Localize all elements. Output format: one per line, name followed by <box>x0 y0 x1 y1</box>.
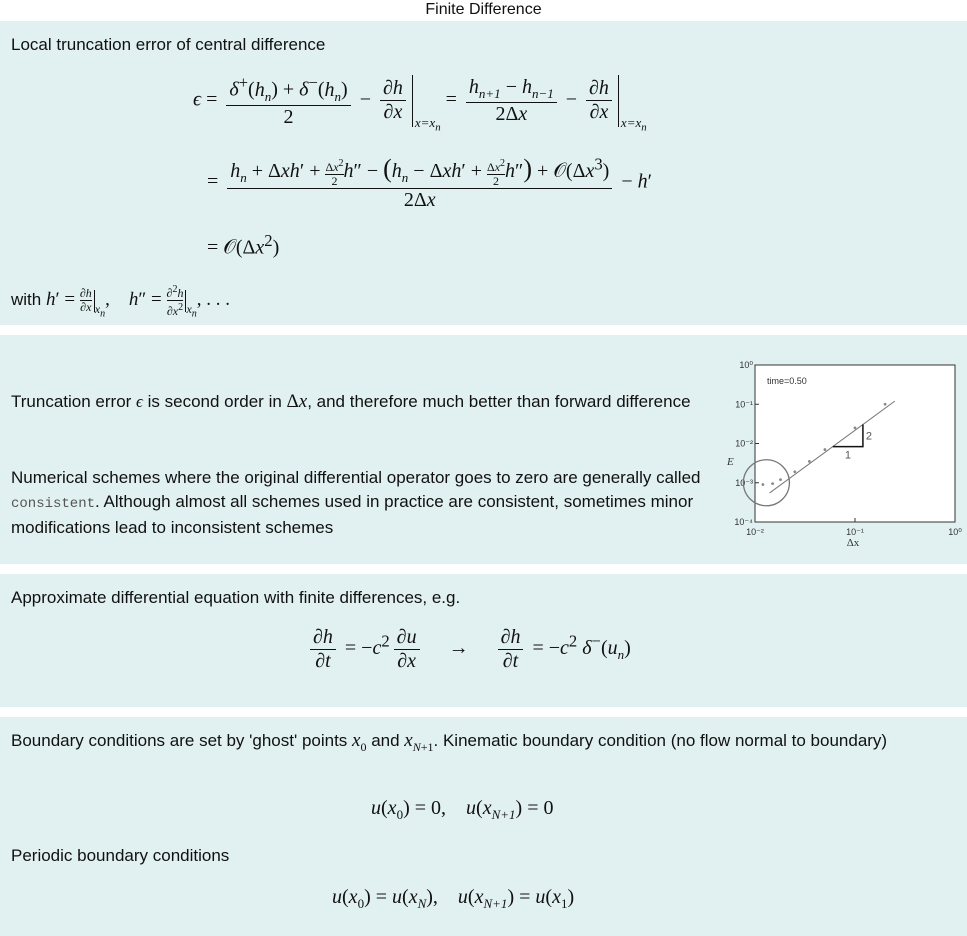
data-point <box>771 482 774 485</box>
p1-text-b: is second order in <box>142 392 287 411</box>
equation-order-result: = $𝒪(\Delta x^2)$ <box>207 231 280 259</box>
legend-text: time=0.50 <box>767 376 807 386</box>
slope-label-1: 1 <box>844 449 851 462</box>
y-tick-label: 10⁻² <box>735 438 753 449</box>
consistency-box <box>0 335 967 564</box>
y-tick-label: 10⁻⁴ <box>734 517 753 527</box>
x0-symbol: $x_0$ <box>352 730 367 754</box>
x-tick-label: 10⁻¹ <box>846 527 864 537</box>
y-tick-label: 10⁻¹ <box>735 399 753 410</box>
equation-kinematic-bc: $u(x_0) = 0$, $u(x_{N+1}) = 0$ <box>371 797 554 822</box>
equation-taylor-expansion: = $h_n + \Delta xh'$ + $\frac{\Delta x^2}{2}$ $h'' - (h_n - \Delta xh'$ + $\frac{\Delta x^2}{2}$ $h'') + 𝒪(\Delta x^3)$ 2Δx − h′ <box>207 154 652 211</box>
epsilon-symbol: ϵ <box>136 392 143 411</box>
box2-paragraph-1 <box>11 390 701 414</box>
bc-text-c: . Kinematic boundary condition (no flow normal to boundary) <box>433 731 888 750</box>
box4-paragraph-2: Periodic boundary conditions <box>11 846 230 865</box>
y-axis-label: E <box>727 456 734 468</box>
box1-heading: Local truncation error of central difference <box>11 35 326 54</box>
approximation-box <box>0 574 967 707</box>
data-point <box>793 470 796 473</box>
boundary-conditions-box <box>0 717 967 936</box>
p2-text-b: . Although almost all schemes used in practice are consistent, sometimes minor modifications lead to inconsistent schemes <box>11 492 694 537</box>
truncation-error-box <box>0 21 967 325</box>
bc-text-a: Boundary conditions are set by 'ghost' points <box>11 731 353 750</box>
box2-paragraph-2 <box>11 466 723 540</box>
delta-x-symbol: Δx <box>286 391 308 412</box>
p2-text-a: Numerical schemes where the original differential operator goes to zero are generally called <box>11 468 701 487</box>
p1-text-c: , and therefore much better than forward difference <box>307 392 691 411</box>
page-title: Finite Difference <box>425 1 542 18</box>
equation-epsilon-definition: ϵ = $\frac{\delta^+(h_n) + \delta^-(h_n)}{2}$ − $\frac{\partial h}{\partial x}$ $_{x=x_n}$ = $\frac{h_{n+1} - h_{n-1}}{2\Delta x}$ − $\frac{\partial h}{\partial x}$ $_{x=x_n}$ <box>193 73 647 135</box>
p1-text-a: Truncation error <box>11 392 137 411</box>
x-tick-label: 10⁰ <box>948 527 962 537</box>
y-tick-label: 10⁻³ <box>735 477 753 488</box>
bc-text-b: and <box>366 731 405 750</box>
data-point <box>854 426 857 429</box>
x-tick-label: 10⁻² <box>746 527 764 537</box>
xN1-symbol: $x_{N+1}$ <box>404 730 434 754</box>
data-point <box>823 448 826 451</box>
box4-paragraph-1 <box>11 729 941 759</box>
derivative-notation: with h′ = $\frac{\partial h}{\partial x}$ $_{x_n}$, h″ = $\frac{\partial^2h}{\partial x^2}$ $_{x_n}$, . . . <box>11 284 231 320</box>
equation-wave-discretization: $\frac{\partial h}{\partial t}$ = $-c^2$ $\frac{\partial u}{\partial x}$ → $\frac{\partial h}{\partial t}$ = $-c^2$ $\delta^-(u_n)$ <box>306 626 631 673</box>
data-point <box>808 460 811 463</box>
x-axis-label: Δx <box>846 537 860 549</box>
consistent-code: consistent <box>11 496 96 512</box>
data-point <box>779 478 782 481</box>
data-point <box>762 483 765 486</box>
data-point <box>884 403 887 406</box>
box3-heading: Approximate differential equation with finite differences, e.g. <box>11 588 461 607</box>
equation-periodic-bc: $u(x_0) = u(x_N)$, $u(x_{N+1}) = u(x_1)$ <box>332 886 575 911</box>
y-tick-label: 10⁰ <box>739 360 753 370</box>
slope-label-2: 2 <box>865 430 873 443</box>
convergence-plot <box>725 355 965 555</box>
with-label: with <box>11 289 42 309</box>
